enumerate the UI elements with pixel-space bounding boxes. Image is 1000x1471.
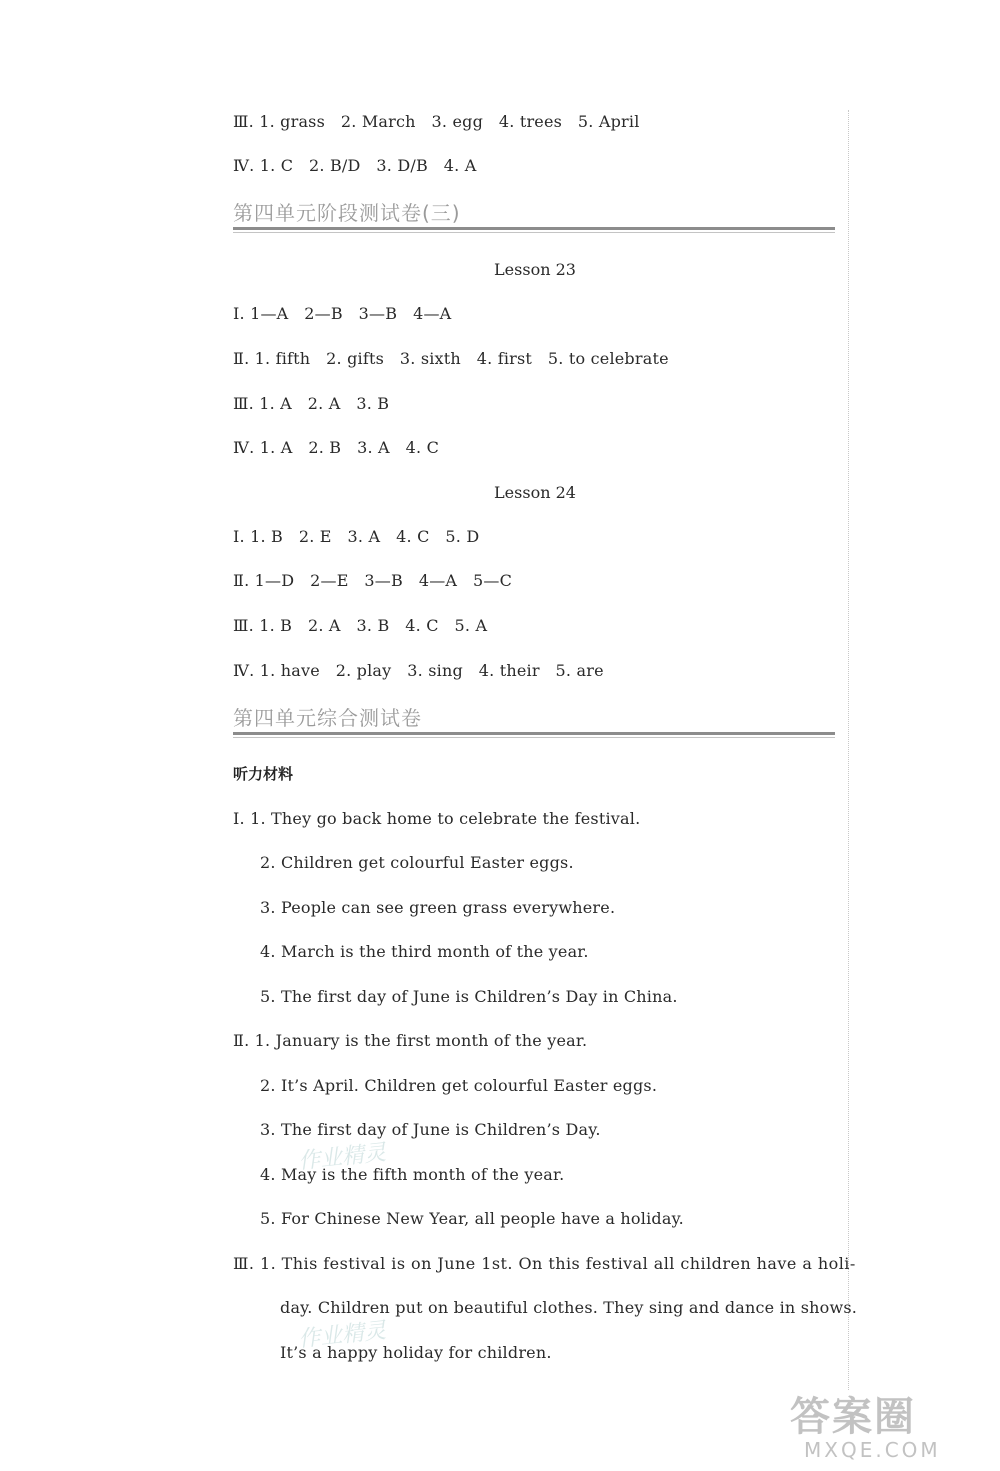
section-divider bbox=[233, 227, 835, 230]
listening-line: 2. Children get colourful Easter eggs. bbox=[260, 853, 574, 872]
listening-line: 5. The first day of June is Children’s Day in China. bbox=[260, 987, 678, 1006]
listening-line: Ⅰ. 1. They go back home to celebrate the festival. bbox=[233, 809, 641, 828]
section-divider-thin bbox=[233, 232, 835, 233]
lesson-heading: Lesson 23 bbox=[494, 260, 576, 279]
corner-watermark-logo bbox=[790, 1395, 990, 1465]
listening-line: 5. For Chinese New Year, all people have a holiday. bbox=[260, 1209, 684, 1228]
answer-line: Ⅱ. 1. fifth 2. gifts 3. sixth 4. first 5. to celebrate bbox=[233, 349, 669, 368]
answer-line: Ⅳ. 1. A 2. B 3. A 4. C bbox=[233, 438, 440, 457]
section-divider-thin bbox=[233, 737, 835, 738]
listening-line: Ⅱ. 1. January is the first month of the year. bbox=[233, 1031, 588, 1050]
section-divider bbox=[233, 732, 835, 735]
answer-line: Ⅰ. 1—A 2—B 3—B 4—A bbox=[233, 304, 452, 323]
listening-line: 4. March is the third month of the year. bbox=[260, 942, 589, 961]
lesson-heading: Lesson 24 bbox=[494, 483, 576, 502]
answer-line: Ⅳ. 1. have 2. play 3. sing 4. their 5. are bbox=[233, 661, 604, 680]
watermark-logo-text: 答案圈 bbox=[790, 1394, 916, 1440]
answer-line: Ⅱ. 1—D 2—E 3—B 4—A 5—C bbox=[233, 571, 513, 590]
margin-rule bbox=[848, 110, 849, 1390]
listening-heading: 听力材料 bbox=[233, 765, 294, 783]
answer-line: Ⅳ. 1. C 2. B/D 3. D/B 4. A bbox=[233, 156, 477, 175]
answer-line: Ⅲ. 1. B 2. A 3. B 4. C 5. A bbox=[233, 616, 488, 635]
answer-line: Ⅲ. 1. grass 2. March 3. egg 4. trees 5. April bbox=[233, 112, 640, 131]
listening-line: Ⅲ. 1. This festival is on June 1st. On this festival all children have a holi- bbox=[233, 1254, 856, 1273]
listening-line: day. Children put on beautiful clothes. They sing and dance in shows. bbox=[280, 1298, 858, 1317]
watermark-text: 作业精灵 bbox=[297, 1318, 388, 1353]
section-title-comprehensive-test: 第四单元综合测试卷 bbox=[233, 706, 422, 730]
watermark-text: 作业精灵 bbox=[297, 1140, 388, 1175]
listening-line: 4. May is the fifth month of the year. bbox=[260, 1165, 565, 1184]
listening-line: 3. People can see green grass everywhere. bbox=[260, 898, 616, 917]
listening-line: It’s a happy holiday for children. bbox=[280, 1343, 552, 1362]
section-title-stage-test-3: 第四单元阶段测试卷(三) bbox=[233, 201, 461, 225]
answer-line: Ⅰ. 1. B 2. E 3. A 4. C 5. D bbox=[233, 527, 480, 546]
watermark-url: MXQE.COM bbox=[804, 1438, 941, 1462]
listening-line: 2. It’s April. Children get colourful Easter eggs. bbox=[260, 1076, 658, 1095]
listening-line: 3. The first day of June is Children’s Day. bbox=[260, 1120, 601, 1139]
answer-line: Ⅲ. 1. A 2. A 3. B bbox=[233, 394, 390, 413]
